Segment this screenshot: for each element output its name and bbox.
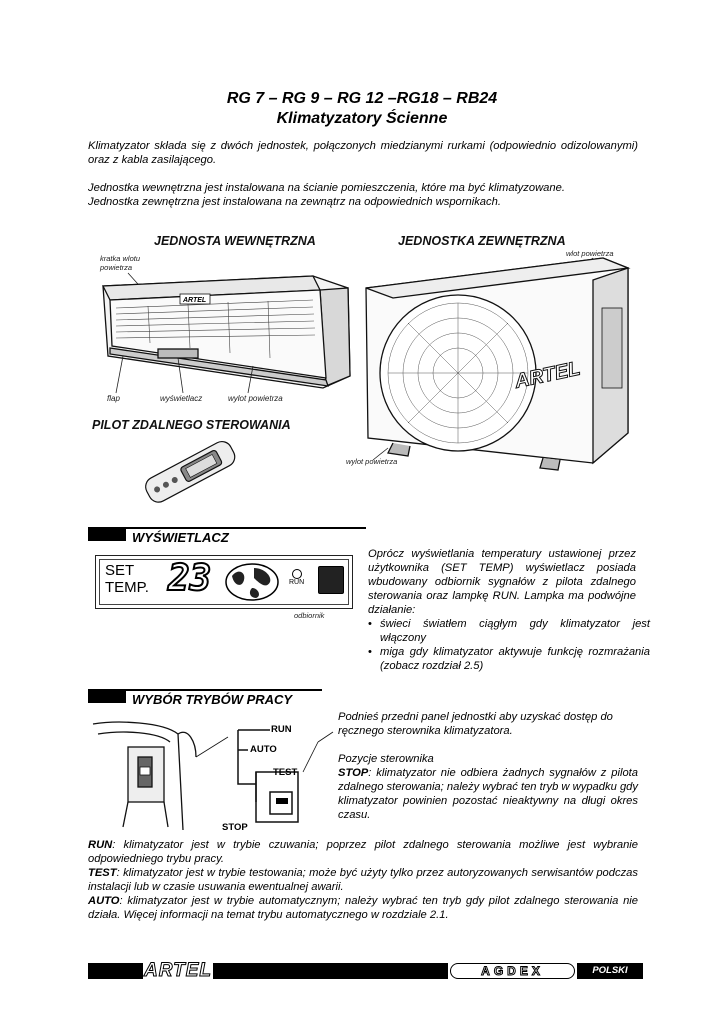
label-receiver: odbiornik (294, 611, 325, 620)
outdoor-brand-logo: ARTEL (512, 357, 583, 393)
display-bullet-1: • świeci światłem ciągłym gdy klimatyzator jest włączony (380, 617, 650, 645)
modes-run-description: RUN: klimatyzator jest w trybie czuwania; poprzez pilot zdalnego sterowania możliwe jest wybranie odpowiedniego trybu pracy. (88, 839, 638, 865)
units-illustration (88, 228, 640, 518)
switch-auto-label: AUTO (250, 744, 277, 755)
remote-control-drawing (142, 438, 238, 506)
label-flap: flap (107, 394, 120, 403)
remote-title: PILOT ZDALNEGO STEROWANIA (92, 418, 291, 432)
test-keyword: TEST (88, 867, 117, 879)
modes-test-description: TEST: klimatyzator jest w trybie testowania; może być użyty tylko przez autoryzowanych serwisantów podczas instalacji lub w czasie usuwania ewentualnej awarii. (88, 867, 638, 893)
intro-paragraph-2b: Jednostka zewnętrzna jest instalowana na zewnątrz na odpowiednich wspornikach. (88, 196, 501, 208)
display-description: Oprócz wyświetlania temperatury ustawionej przez użytkownika (SET TEMP) wyświetlacz posiada wbudowany odbiornik sygnałów z pilota zdalnego sterowania oraz lampkę RUN. Lampka ma podwójne działanie: (368, 548, 636, 616)
footer-company-logo: AGDEX (450, 963, 575, 979)
run-keyword: RUN (88, 839, 113, 851)
indoor-unit (103, 276, 350, 388)
stop-keyword: STOP (338, 767, 369, 779)
display-panel (95, 555, 353, 609)
modes-section-bar (88, 689, 126, 703)
display-bullet-2: • miga gdy klimatyzator aktywuje funkcję rozmrażania (zobacz rozdział 2.5) (380, 645, 650, 673)
display-section-bar (88, 527, 126, 541)
footer-bar-left (88, 963, 143, 979)
modes-auto-description: AUTO: klimatyzator jest w trybie automatycznym; należy wybrać ten tryb gdy pilot zdalnego sterowania nie działa. Więcej informacji na temat trybu automatycznego w rozdziale 2.1. (88, 895, 638, 921)
outdoor-unit (366, 258, 628, 470)
panel-set-label: SET (105, 562, 135, 579)
switch-run-label: RUN (271, 724, 292, 735)
mode-switch-illustration (88, 712, 338, 837)
intro-paragraph-1: Klimatyzator składa się z dwóch jednostek, połączonych miedzianymi rurkami (odpowiednio odizolowanymi) oraz z kabla zasilającego. (88, 140, 638, 166)
modes-stop-description: STOP: klimatyzator nie odbiera żadnych sygnałów z pilota zdalnego sterowania; należy wybrać ten tryb w wypadku gdy klimatyzator powinien pozostać nieaktywny na długi okres czasu. (338, 767, 638, 821)
label-air-outlet: wylot powietrza (228, 394, 283, 403)
ir-receiver-icon (318, 566, 344, 594)
display-section-heading: WYŚWIETLACZ (132, 530, 229, 545)
label-air-inlet-grille: kratka wlotu powietrza (100, 254, 141, 272)
switch-stop-label: STOP (222, 822, 248, 833)
modes-section-rule (126, 689, 322, 691)
indoor-brand-logo: ARTEL (183, 297, 207, 304)
footer-brand-logo: ARTEL (144, 960, 212, 981)
modes-positions-title: Pozycje sterownika (338, 753, 434, 765)
panel-temperature-value: 23 (168, 558, 212, 599)
auto-keyword: AUTO (88, 895, 120, 907)
label-air-inlet: wlot powietrza (566, 249, 614, 258)
page-subtitle: Klimatyzatory Ścienne (276, 110, 448, 127)
units-drawing (88, 228, 640, 518)
mode-switch-drawing (88, 712, 338, 837)
footer-bar-middle (213, 963, 448, 979)
modes-section-heading: WYBÓR TRYBÓW PRACY (132, 692, 293, 707)
indoor-unit-title: JEDNOSTA WEWNĘTRZNA (154, 234, 316, 248)
label-air-outlet-outdoor: wylot powietrza (346, 457, 398, 466)
switch-test-label: TEST (273, 767, 298, 778)
footer-language: POLSKI (577, 963, 643, 979)
display-section-rule (126, 527, 366, 529)
label-display: wyświetlacz (160, 394, 203, 403)
run-lamp-icon (292, 569, 302, 579)
panel-temp-label: TEMP. (105, 579, 149, 596)
panel-run-label: RUN (289, 579, 305, 586)
intro-paragraph-2a: Jednostka wewnętrzna jest instalowana na ścianie pomieszczenia, które ma być klimatyzowane. (88, 182, 565, 194)
modes-intro: Podnieś przedni panel jednostki aby uzyskać dostęp do ręcznego sterownika klimatyzatora. (338, 711, 613, 737)
globe-icon (224, 562, 280, 602)
page-title: RG 7 – RG 9 – RG 12 –RG18 – RB24 (226, 90, 498, 107)
outdoor-unit-title: JEDNOSTKA ZEWNĘTRZNA (398, 234, 566, 248)
display-bullets (366, 617, 650, 673)
